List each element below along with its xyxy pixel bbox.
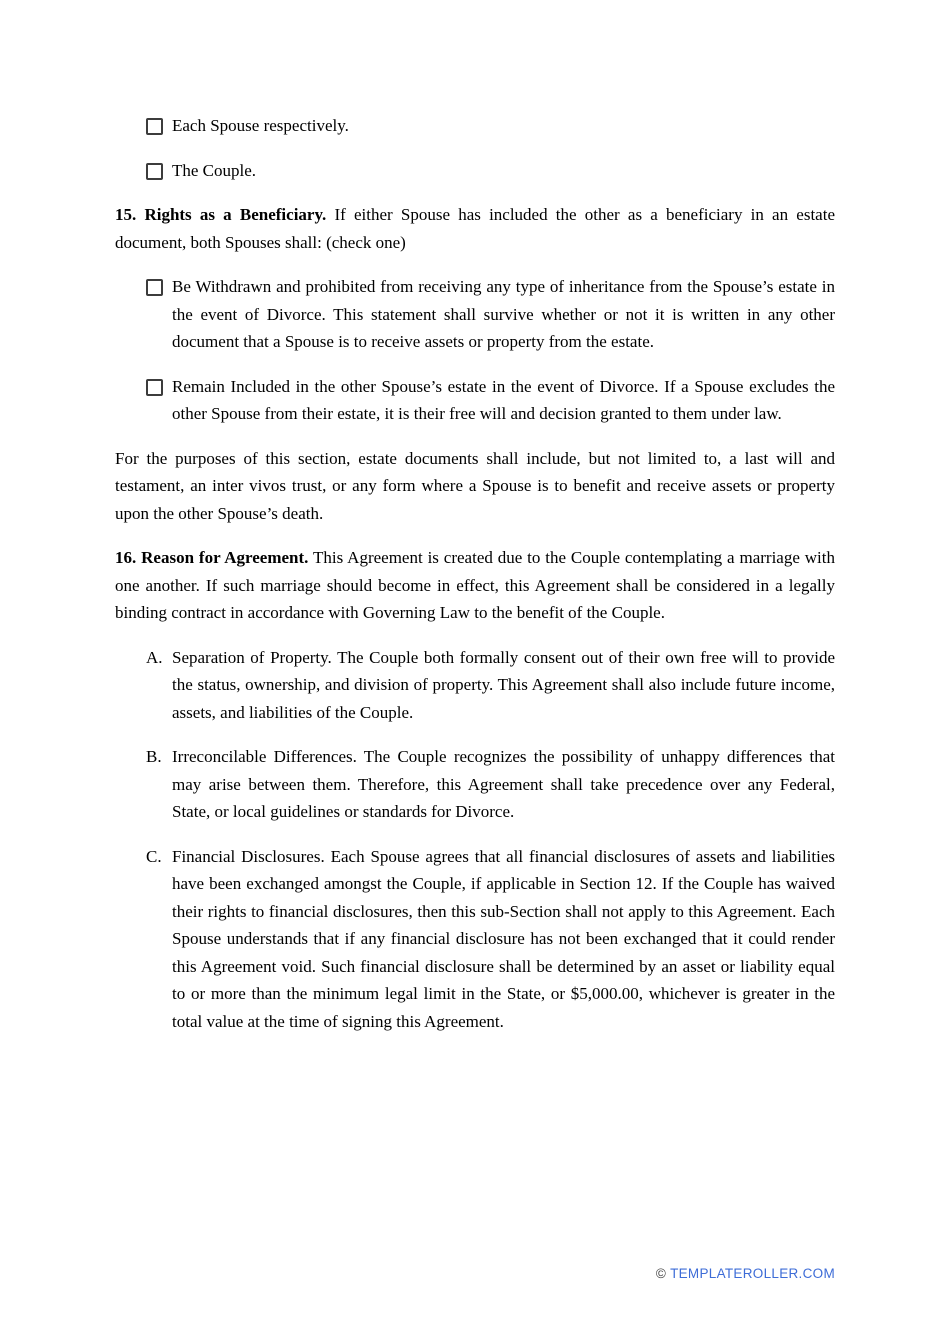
checkbox-option-each-spouse — [115, 112, 835, 140]
list-item-a-text: Separation of Property. The Couple both formally consent out of their own free will to provide the status, ownership, and division of property. This Agreement shall also include future income, assets, and liabilities of the Couple. — [172, 647, 835, 722]
section-16-paragraph — [115, 544, 835, 627]
checkbox-option-be-withdrawn — [115, 273, 835, 356]
section-16-heading: 16. Reason for Agreement. — [115, 548, 309, 567]
checkbox-the-couple[interactable] — [146, 163, 163, 180]
checkbox-label-each-spouse: Each Spouse respectively. — [172, 116, 349, 135]
checkbox-label-the-couple: The Couple. — [172, 160, 257, 180]
checkbox-label-be-withdrawn: Be Withdrawn and prohibited from receiving any type of inheritance from the Spouse’s estate in the event of Divorce. This statement shall survive whether or not it is written in any other document that a Spouse is to receive assets or property from the estate. — [172, 277, 835, 351]
list-item-c — [115, 843, 835, 1036]
list-item-a-letter: A. — [146, 647, 163, 667]
list-item-c-text: Financial Disclosures. Each Spouse agrees that all financial disclosures of assets and liabilities have been exchanged amongst the Couple, if applicable in Section 12. If the Couple has waived their rights to financial disclosures, then this sub-Section shall not apply to this Agreement. Each Spouse understands that if any financial disclosure has not been exchanged that it could render this Agreement void. Such financial disclosure shall be determined by an asset or liability equal to or more than the minimum legal limit in the State, or $5,000.00, whichever is greater in the total value at the time of signing this Agreement. — [172, 846, 835, 1031]
checkbox-each-spouse[interactable] — [146, 118, 163, 135]
section-15-heading: 15. Rights as a Beneficiary. — [115, 205, 327, 224]
templateroller-link[interactable]: TEMPLATEROLLER.COM — [670, 1266, 835, 1281]
checkbox-remain-included[interactable] — [146, 379, 163, 396]
list-item-a — [115, 644, 835, 727]
document-content — [115, 112, 835, 1052]
section-16-intro-text: This Agreement is created due to the Couple contemplating a marriage with one another. If such marriage should become in effect, this Agreement shall be considered in a legally binding contract in accordance with Governing Law to the benefit of the Couple. — [115, 548, 835, 622]
checkbox-be-withdrawn[interactable] — [146, 279, 163, 296]
section-15-closing-paragraph: For the purposes of this section, estate documents shall include, but not limited to, a last will and testament, an inter vivos trust, or any form where a Spouse is to benefit and receive assets or property upon the other Spouse’s death. — [115, 448, 835, 523]
list-item-b-letter: B. — [146, 747, 162, 766]
checkbox-option-the-couple — [115, 157, 835, 185]
list-item-b-text: Irreconcilable Differences. The Couple recognizes the possibility of unhappy differences that may arise between them. Therefore, this Agreement shall take precedence over any Federal, State, or local guidelines or standards for Divorce. — [172, 747, 835, 821]
checkbox-label-remain-included: Remain Included in the other Spouse’s estate in the event of Divorce. If a Spouse excludes the other Spouse from their estate, it is their free will and decision granted to them under law. — [172, 376, 835, 423]
copyright-symbol: © — [655, 1266, 667, 1281]
checkbox-option-remain-included — [115, 373, 835, 428]
section-15-paragraph — [115, 201, 835, 256]
footer — [656, 1266, 835, 1281]
list-item-c-letter: C. — [146, 846, 162, 866]
section-15-intro-text: If either Spouse has included the other as a beneficiary in an estate document, both Spouses shall: (check one) — [115, 205, 836, 252]
list-item-b — [115, 743, 835, 826]
